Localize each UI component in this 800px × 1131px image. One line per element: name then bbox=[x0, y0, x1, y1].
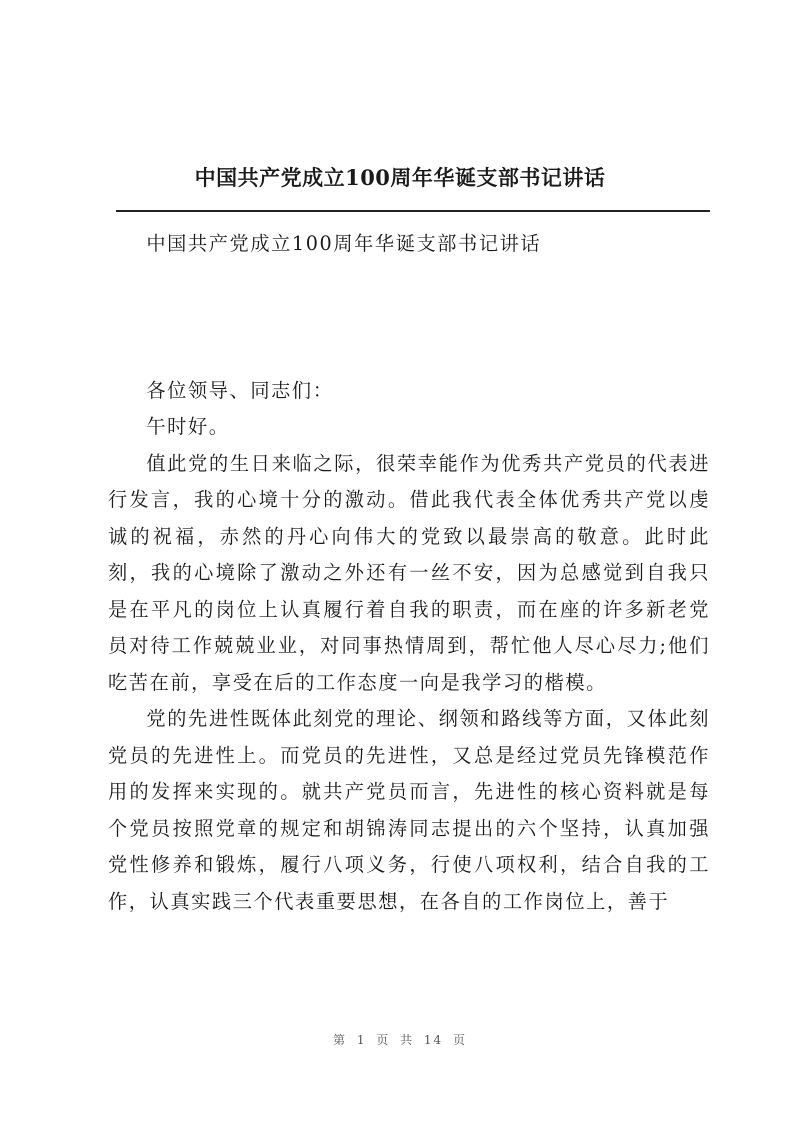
title-divider bbox=[116, 210, 710, 212]
blank-space bbox=[108, 263, 710, 373]
salutation-line: 午时好。 bbox=[146, 415, 230, 438]
paragraph-1: 值此党的生日来临之际，很荣幸能作为优秀共产党员的代表进行发言，我的心境十分的激动。借此我代表全体优秀共产党以虔诚的祝福，赤然的丹心向伟大的党致以最崇高的敬意。此时此刻，我的心境除了激动之外还有一丝不安，因为总感觉到自我只是在平凡的岗位上认真履行着自我的职责，而在座的许多新老党员对待工作兢兢业业，对同事热情周到，帮忙他人尽心尽力;他们吃苦在前，享受在后的工作态度一向是我学习的楷模。 bbox=[108, 451, 710, 694]
document-title: 中国共产党成立100周年华诞支部书记讲话 bbox=[194, 165, 606, 190]
page-number-footer: 第 1 页 共 14 页 bbox=[333, 1033, 467, 1047]
document-body bbox=[108, 226, 710, 920]
greeting-line: 各位领导、同志们： bbox=[146, 378, 334, 402]
document-subtitle: 中国共产党成立100周年华诞支部书记讲话 bbox=[146, 232, 542, 255]
paragraph-2: 党的先进性既体此刻党的理论、纲领和路线等方面，又体此刻党员的先进性上。而党员的先进性，又总是经过党员先锋模范作用的发挥来实现的。就共产党员而言，先进性的核心资料就是每个党员按照党章的规定和胡锦涛同志提出的六个坚持，认真加强党性修养和锻炼，履行八项义务，行使八项权利，结合自我的工作，认真实践三个代表重要思想，在各自的工作岗位上，善于 bbox=[108, 707, 710, 913]
